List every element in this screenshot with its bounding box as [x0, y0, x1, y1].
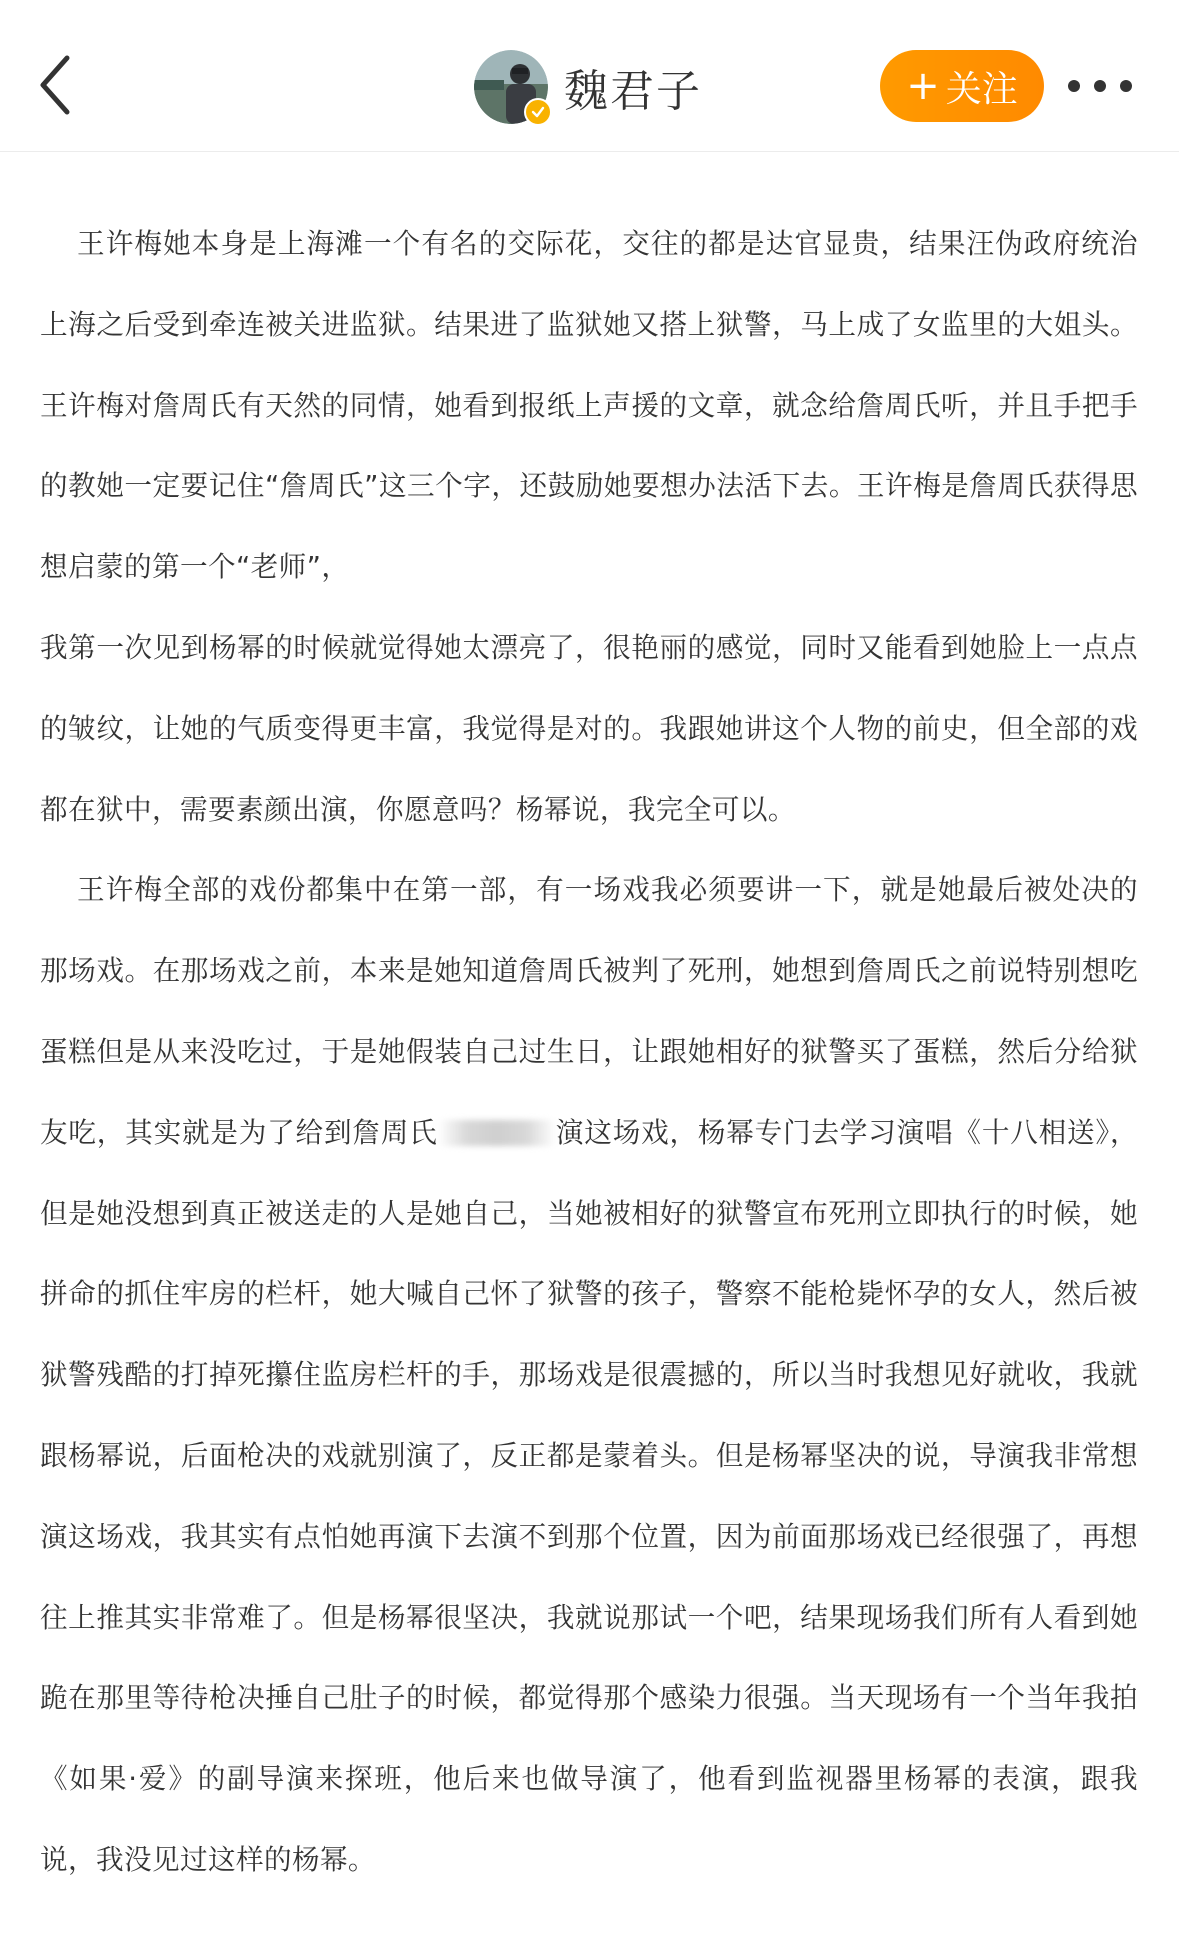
avatar-container[interactable]	[474, 50, 548, 124]
verified-check-icon	[531, 105, 545, 119]
verified-badge	[524, 98, 552, 126]
paragraph-1: 王许梅她本身是上海滩一个有名的交际花，交往的都是达官显贵，结果汪伪政府统治上海之后受到牵连被关进监狱。结果进了监狱她又搭上狱警，马上成了女监里的大姐头。王许梅对詹周氏有天然的同情，她看到报纸上声援的文章，就念给詹周氏听，并且手把手的教她一定要记住“詹周氏”这三个字，还鼓励她要想办法活下去。王许梅是詹周氏获得思想启蒙的第一个“老师”，	[40, 227, 1138, 584]
back-button[interactable]	[30, 50, 80, 120]
paragraph-3-part-1: 王许梅全部的戏份都集中在第一部，有一场戏我必须要讲一下，就是她最后被处决的那场戏。在那场戏之前，本来是她知道詹周氏被判了死刑，她想到詹周氏之前说特别想吃蛋糕但是从来没吃过，于是她假装自己过生日，让跟她相好的狱警买了蛋糕，然后分给狱友吃，其实就是为了给到詹周氏	[40, 873, 1138, 1149]
more-dot	[1120, 80, 1132, 92]
plus-icon: +	[906, 63, 940, 109]
follow-button[interactable]	[880, 50, 1044, 122]
more-dot	[1068, 80, 1080, 92]
article-body	[40, 204, 1138, 1901]
more-button[interactable]	[1060, 66, 1140, 106]
blurred-text-mask	[438, 1120, 556, 1146]
top-nav-bar	[0, 0, 1179, 152]
paragraph-2: 我第一次见到杨幂的时候就觉得她太漂亮了，很艳丽的感觉，同时又能看到她脸上一点点的皱纹，让她的气质变得更丰富，我觉得是对的。我跟她讲这个人物的前史，但全部的戏都在狱中，需要素颜出演，你愿意吗？杨幂说，我完全可以。	[40, 630, 1138, 826]
follow-label: 关注	[945, 68, 1018, 110]
more-dot	[1094, 80, 1106, 92]
back-chevron-icon	[37, 54, 73, 116]
paragraph-3-part-2: 演这场戏，杨幂专门去学习演唱《十八相送》，但是她没想到真正被送走的人是她自己，当她被相好的狱警宣布死刑立即执行的时候，她拼命的抓住牢房的栏杆，她大喊自己怀了狱警的孩子，警察不能枪毙怀孕的女人，然后被狱警残酷的打掉死攥住监房栏杆的手，那场戏是很震撼的，所以当时我想见好就收，我就跟杨幂说，后面枪决的戏就别演了，反正都是蒙着头。但是杨幂坚决的说，导演我非常想演这场戏，我其实有点怕她再演下去演不到那个位置，因为前面那场戏已经很强了，再想往上推其实非常难了。但是杨幂很坚决，我就说那试一个吧，结果现场我们所有人看到她跪在那里等待枪决捶自己肚子的时候，都觉得那个感染力很强。当天现场有一个当年我拍《如果·爱》的副导演来探班，他后来也做导演了，他看到监视器里杨幂的表演，跟我说，我没见过这样的杨幂。	[40, 1115, 1138, 1876]
paragraph-3	[40, 850, 1138, 1900]
user-profile-block[interactable]	[474, 48, 702, 126]
username[interactable]: 魏君子	[564, 66, 702, 117]
